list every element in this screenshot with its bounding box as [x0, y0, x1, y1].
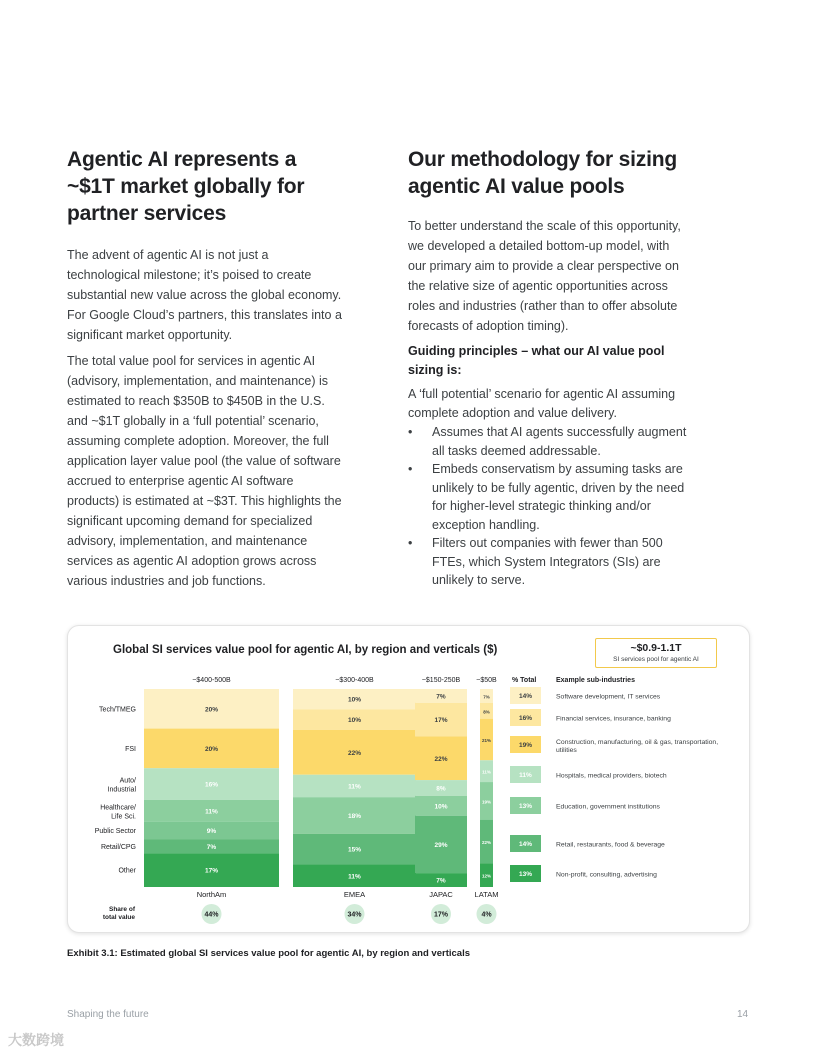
data-label: 8%: [436, 785, 446, 793]
principle-item: • Embeds conservatism by assuming tasks are unlikely to be fully agentic, driven by the need for higher-level strategic thinking and/or exception handling.: [408, 460, 688, 534]
region-label: EMEA: [343, 890, 366, 899]
badge-value: ~$0.9-1.1T: [630, 642, 682, 654]
data-label: 17%: [434, 717, 448, 725]
total-chip-value: 16%: [518, 715, 533, 722]
data-label: 10%: [347, 696, 362, 704]
subindustry-text: Education, government institutions: [556, 803, 660, 811]
vertical-label: Public Sector: [94, 828, 136, 836]
vertical-label: Tech/TMEG: [99, 706, 136, 714]
subindustry-text: Retail, restaurants, food & beverage: [556, 841, 665, 849]
region-label: NorthAm: [196, 890, 227, 899]
data-label: 12%: [481, 873, 492, 879]
data-label: 8%: [483, 709, 490, 715]
data-label: 21%: [481, 737, 492, 743]
vertical-label: Healthcare/: [100, 804, 136, 812]
data-label: 7%: [436, 877, 446, 885]
exhibit-caption: Exhibit 3.1: Estimated global SI services value pool for agentic AI, by region and verticals: [67, 948, 470, 959]
data-label: 16%: [204, 781, 219, 789]
data-label: 11%: [348, 873, 361, 881]
total-chip-value: 14%: [518, 841, 533, 848]
vertical-label: Life Sci.: [111, 813, 136, 821]
region-label: LATAM: [474, 890, 499, 899]
share-value: 4%: [481, 911, 492, 919]
left-heading: Agentic AI represents a ~$1T market globally for partner services: [67, 148, 305, 225]
share-value: 44%: [204, 911, 219, 919]
data-label: 22%: [347, 749, 362, 757]
total-chip-value: 13%: [518, 803, 533, 810]
total-chip-value: 19%: [518, 742, 533, 749]
right-column: [408, 146, 688, 590]
region-label: JAPAC: [429, 890, 453, 899]
data-label: 20%: [204, 745, 219, 753]
subindustry-text: Non-profit, consulting, advertising: [556, 871, 657, 879]
left-paragraph-1: The advent of agentic AI is not just a technological milestone; it’s poised to create substantial new value across the global economy. For Google Cloud’s partners, this translates into a significant market opportunity.: [67, 248, 342, 342]
data-label: 11%: [205, 808, 218, 816]
principle-item: • Filters out companies with fewer than 500 FTEs, which System Integrators (SIs) are unlikely to serve.: [408, 534, 688, 590]
share-value: 17%: [433, 911, 449, 919]
data-label: 10%: [434, 803, 448, 811]
share-label: Share of: [108, 906, 135, 913]
total-chip-value: 13%: [518, 871, 533, 878]
data-label: 22%: [481, 839, 492, 845]
page-number: 14: [737, 1009, 749, 1020]
footer-title: Shaping the future: [67, 1009, 149, 1020]
region-total-label: ~$300-400B: [335, 677, 374, 684]
data-label: 7%: [483, 694, 490, 700]
right-paragraph-1: To better understand the scale of this opportunity, we developed a detailed bottom-up model, with our primary aim to provide a clear perspective on the relative size of agentic opportunities across roles and industries (rather than to offer absolute forecasts of adoption timing).: [408, 219, 681, 333]
chart-card: [67, 625, 750, 933]
data-label: 11%: [348, 783, 361, 791]
principles-list: [408, 423, 688, 590]
chart-title: Global SI services value pool for agentic AI, by region and verticals ($): [113, 644, 498, 656]
left-column: [67, 146, 342, 591]
principle-item: • Assumes that AI agents successfully augment all tasks deemed addressable.: [408, 423, 688, 460]
region-total-label: ~$150-250B: [421, 677, 461, 684]
stacked-bar-chart: [68, 626, 749, 932]
vertical-label: Industrial: [107, 786, 136, 794]
data-label: 11%: [482, 769, 491, 775]
data-label: 19%: [481, 799, 492, 805]
data-label: 18%: [347, 813, 362, 821]
region-total-label: ~$400-500B: [192, 677, 231, 684]
badge-label: SI services pool for agentic AI: [613, 656, 699, 663]
right-heading: Our methodology for sizing agentic AI value pools: [408, 148, 677, 198]
data-label: 15%: [347, 846, 362, 854]
left-paragraph-2: The total value pool for services in agentic AI (advisory, implementation, and maintenance) is estimated to reach $350B to $450B in the U.S. and ~$1T globally in a ‘full potential’ scenario, assuming complete adoption. Moreover, the full application layer value pool (the value of software accrued to enterprise agentic AI software products) is estimated at ~$3T. This highlights the significant upcoming demand for specialized advisory, implementation, and maintenance services as agentic AI adoption grows across various industries and job functions.: [67, 354, 342, 588]
data-label: 20%: [204, 706, 219, 714]
share-value: 34%: [347, 911, 362, 919]
subindustry-text: Hospitals, medical providers, biotech: [556, 772, 667, 780]
data-label: 29%: [434, 841, 448, 849]
vertical-label: FSI: [125, 745, 136, 753]
region-total-label: ~$50B: [476, 677, 497, 684]
subindustry-header: Example sub-industries: [556, 677, 635, 684]
data-label: 7%: [206, 843, 217, 851]
vertical-label: Other: [118, 867, 136, 875]
data-label: 17%: [204, 867, 219, 875]
data-label: 22%: [434, 755, 448, 763]
subindustry-text: Financial services, insurance, banking: [556, 715, 671, 723]
share-label: total value: [102, 914, 135, 921]
data-label: 7%: [436, 693, 446, 701]
data-label: 10%: [347, 717, 362, 725]
right-paragraph-2: A ‘full potential’ scenario for agentic AI assuming complete adoption and value delivery.: [408, 387, 676, 420]
subindustry-text: Software development, IT services: [556, 693, 661, 701]
vertical-label: Retail/CPG: [100, 843, 136, 851]
watermark-logo: 大数跨境: [8, 1032, 64, 1048]
guiding-principles-heading: Guiding principles – what our AI value pool sizing is:: [408, 344, 665, 377]
data-label: 9%: [206, 828, 217, 836]
subindustry-text: utilities: [556, 747, 577, 754]
subindustry-text: Construction, manufacturing, oil & gas, transportation,: [556, 739, 719, 746]
vertical-label: Auto/: [119, 777, 136, 785]
total-chip-value: 11%: [519, 772, 532, 779]
total-chip-value: 14%: [518, 693, 533, 700]
total-header: % Total: [512, 677, 537, 684]
